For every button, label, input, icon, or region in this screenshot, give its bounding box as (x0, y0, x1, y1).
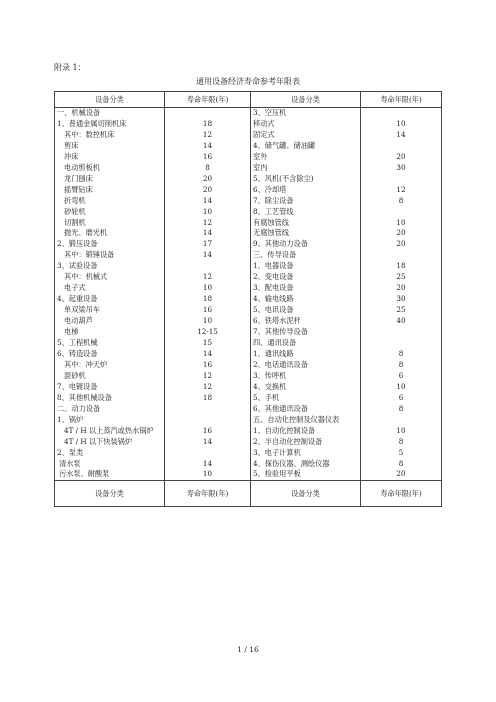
right-category-cell: 1、自动化控制设备 (251, 426, 361, 437)
right-years-cell: 30 (361, 163, 442, 174)
right-years-cell: 20 (361, 469, 442, 480)
table-row (55, 239, 442, 250)
left-years-cell: 20 (165, 174, 251, 185)
left-category-cell: 切割机 (55, 218, 165, 229)
left-category-cell: 污水泵、耐酸泵 (55, 469, 165, 480)
left-years-cell (165, 448, 251, 459)
left-years-cell (165, 404, 251, 415)
table-row (55, 294, 442, 305)
left-category-cell: 2、锻压设备 (55, 239, 165, 250)
table-row (55, 371, 442, 382)
left-category-cell: 一、机械设备 (55, 108, 165, 119)
right-years-cell: 25 (361, 272, 442, 283)
left-years-cell: 12 (165, 382, 251, 393)
right-category-cell: 1、通讯线路 (251, 349, 361, 360)
left-category-cell: 电动葫芦 (55, 316, 165, 327)
table-row (55, 130, 442, 141)
left-years-cell: 12 (165, 272, 251, 283)
table-row (55, 119, 442, 130)
left-category-cell: 摇臂钻床 (55, 185, 165, 196)
left-category-cell: 单双梁吊车 (55, 305, 165, 316)
left-years-cell: 14 (165, 228, 251, 239)
left-category-cell: 3、试验设备 (55, 261, 165, 272)
left-years-cell (165, 415, 251, 426)
right-category-cell: 3、空压机 (251, 108, 361, 119)
table-row (55, 272, 442, 283)
left-category-cell: 剪床 (55, 141, 165, 152)
right-category-cell: 5、风机(不含除尘) (251, 174, 361, 185)
left-category-cell: 其中：锻锤设备 (55, 250, 165, 261)
footer-years-left: 寿命年限(年) (165, 481, 251, 507)
table-row (55, 426, 442, 437)
right-category-cell: 3、传呼机 (251, 371, 361, 382)
left-years-cell: 16 (165, 305, 251, 316)
right-years-cell: 20 (361, 152, 442, 163)
right-category-cell: 三、传导设备 (251, 250, 361, 261)
right-category-cell: 4、探伤仪器、测绘仪器 (251, 459, 361, 470)
table-row (55, 338, 442, 349)
header-category-left: 设备分类 (55, 92, 165, 108)
left-years-cell: 14 (165, 459, 251, 470)
right-years-cell: 12 (361, 185, 442, 196)
table-row (55, 207, 442, 218)
left-category-cell: 6、铸造设备 (55, 349, 165, 360)
left-category-cell: 其中：机械式 (55, 272, 165, 283)
table-row (55, 261, 442, 272)
right-years-cell: 8 (361, 360, 442, 371)
left-category-cell: 其中：冲天炉 (55, 360, 165, 371)
left-years-cell: 12 (165, 218, 251, 229)
left-category-cell: 电子式 (55, 283, 165, 294)
header-years-left: 寿命年限(年) (165, 92, 251, 108)
right-category-cell: 1、电器设备 (251, 261, 361, 272)
right-years-cell: 40 (361, 316, 442, 327)
table-row (55, 218, 442, 229)
right-years-cell: 10 (361, 382, 442, 393)
right-category-cell: 7、其他传导设备 (251, 327, 361, 338)
right-category-cell: 2、电话通讯设备 (251, 360, 361, 371)
right-category-cell: 2、变电设备 (251, 272, 361, 283)
right-years-cell (361, 141, 442, 152)
header-years-right: 寿命年限(年) (361, 92, 442, 108)
right-years-cell: 8 (361, 196, 442, 207)
left-years-cell: 12 (165, 371, 251, 382)
left-category-cell: 清水泵 (55, 459, 165, 470)
left-category-cell: 1、锅炉 (55, 415, 165, 426)
right-category-cell: 6、冷却塔 (251, 185, 361, 196)
left-years-cell: 18 (165, 119, 251, 130)
right-years-cell: 5 (361, 448, 442, 459)
right-years-cell: 8 (361, 459, 442, 470)
left-category-cell: 7、电镀设备 (55, 382, 165, 393)
table-row (55, 360, 442, 371)
right-category-cell: 2、半自动化控制设备 (251, 437, 361, 448)
right-category-cell: 4、储气罐、储油罐 (251, 141, 361, 152)
left-years-cell: 10 (165, 207, 251, 218)
right-years-cell: 20 (361, 239, 442, 250)
table-row (55, 469, 442, 480)
table-row (55, 316, 442, 327)
table-body (55, 92, 442, 507)
left-years-cell: 12-15 (165, 327, 251, 338)
table-row (55, 250, 442, 261)
left-category-cell: 2、泵类 (55, 448, 165, 459)
left-years-cell: 17 (165, 239, 251, 250)
right-years-cell: 14 (361, 130, 442, 141)
right-category-cell: 5、检验用平板 (251, 469, 361, 480)
footer-category-left: 设备分类 (55, 481, 165, 507)
table-title: 通用设备经济寿命参考年限表 (196, 77, 300, 86)
right-years-cell (361, 250, 442, 261)
right-years-cell (361, 327, 442, 338)
left-years-cell: 12 (165, 130, 251, 141)
table-row (55, 437, 442, 448)
table-row (55, 196, 442, 207)
left-category-cell: 混砂机 (55, 371, 165, 382)
left-category-cell: 4T / H 以上蒸汽或热水锅炉 (55, 426, 165, 437)
right-years-cell: 8 (361, 437, 442, 448)
left-category-cell: 8、其他机械设备 (55, 393, 165, 404)
right-category-cell: 固定式 (251, 130, 361, 141)
right-years-cell: 8 (361, 349, 442, 360)
left-category-cell: 电动剪板机 (55, 163, 165, 174)
right-category-cell: 5、手机 (251, 393, 361, 404)
footer-category-right: 设备分类 (251, 481, 361, 507)
left-years-cell: 18 (165, 294, 251, 305)
right-years-cell: 20 (361, 228, 442, 239)
right-years-cell: 10 (361, 218, 442, 229)
right-years-cell: 8 (361, 404, 442, 415)
table-row (55, 108, 442, 119)
right-category-cell: 无腐蚀管线 (251, 228, 361, 239)
right-years-cell: 10 (361, 119, 442, 130)
table-row (55, 228, 442, 239)
table-row (55, 382, 442, 393)
left-years-cell: 16 (165, 426, 251, 437)
left-category-cell: 砂轮机 (55, 207, 165, 218)
appendix-label: 附录 1： (54, 63, 86, 72)
left-years-cell: 10 (165, 469, 251, 480)
footer-years-right: 寿命年限(年) (361, 481, 442, 507)
right-category-cell: 6、其他通讯设备 (251, 404, 361, 415)
right-category-cell: 室外 (251, 152, 361, 163)
table-row (55, 404, 442, 415)
right-category-cell: 3、电子计算机 (251, 448, 361, 459)
table-row (55, 349, 442, 360)
right-years-cell: 25 (361, 305, 442, 316)
left-years-cell: 18 (165, 393, 251, 404)
table-row (55, 185, 442, 196)
left-years-cell: 14 (165, 437, 251, 448)
left-category-cell: 5、工程机械 (55, 338, 165, 349)
left-category-cell: 4T / H 以下快装锅炉 (55, 437, 165, 448)
left-category-cell: 二、动力设备 (55, 404, 165, 415)
right-category-cell: 五、自动化控制及仪器仪表 (251, 415, 361, 426)
table-footer-row (55, 481, 442, 507)
table-row (55, 448, 442, 459)
left-category-cell: 电梯 (55, 327, 165, 338)
right-years-cell: 30 (361, 294, 442, 305)
right-category-cell: 3、配电设备 (251, 283, 361, 294)
left-category-cell: 折弯机 (55, 196, 165, 207)
right-years-cell: 10 (361, 426, 442, 437)
left-years-cell: 10 (165, 283, 251, 294)
left-category-cell: 龙门刨床 (55, 174, 165, 185)
header-category-right: 设备分类 (251, 92, 361, 108)
page-number: 1 / 16 (237, 645, 259, 654)
right-years-cell: 6 (361, 393, 442, 404)
left-years-cell (165, 261, 251, 272)
table-row (55, 174, 442, 185)
left-category-cell: 冲床 (55, 152, 165, 163)
right-category-cell: 5、电讯设备 (251, 305, 361, 316)
right-years-cell (361, 174, 442, 185)
right-years-cell (361, 207, 442, 218)
left-years-cell: 16 (165, 152, 251, 163)
right-category-cell: 4、输电线路 (251, 294, 361, 305)
table-row (55, 459, 442, 470)
table-row (55, 163, 442, 174)
left-years-cell: 15 (165, 338, 251, 349)
right-years-cell (361, 338, 442, 349)
table-row (55, 283, 442, 294)
table-row (55, 141, 442, 152)
left-years-cell (165, 108, 251, 119)
left-category-cell: 抛光、磨光机 (55, 228, 165, 239)
service-life-table (54, 91, 442, 507)
right-category-cell: 9、其他动力设备 (251, 239, 361, 250)
left-years-cell: 20 (165, 185, 251, 196)
table-row (55, 152, 442, 163)
left-category-cell: 4、起重设备 (55, 294, 165, 305)
left-category-cell: 1、普通金属切削机床 (55, 119, 165, 130)
table-row (55, 415, 442, 426)
right-years-cell (361, 108, 442, 119)
right-category-cell: 8、工艺管线 (251, 207, 361, 218)
right-category-cell: 6、铁塔水泥杆 (251, 316, 361, 327)
left-category-cell: 其中：数控机床 (55, 130, 165, 141)
right-category-cell: 四、通讯设备 (251, 338, 361, 349)
right-years-cell (361, 415, 442, 426)
table-row (55, 305, 442, 316)
left-years-cell: 14 (165, 349, 251, 360)
left-years-cell: 14 (165, 196, 251, 207)
left-years-cell: 14 (165, 250, 251, 261)
right-category-cell: 4、交换机 (251, 382, 361, 393)
right-years-cell: 18 (361, 261, 442, 272)
table-row (55, 393, 442, 404)
left-years-cell: 14 (165, 141, 251, 152)
table-header-row (55, 92, 442, 108)
right-years-cell: 20 (361, 283, 442, 294)
right-category-cell: 移动式 (251, 119, 361, 130)
right-category-cell: 有腐蚀管线 (251, 218, 361, 229)
left-years-cell: 8 (165, 163, 251, 174)
right-category-cell: 室内 (251, 163, 361, 174)
right-category-cell: 7、除尘设备 (251, 196, 361, 207)
right-years-cell: 6 (361, 371, 442, 382)
table-row (55, 327, 442, 338)
left-years-cell: 16 (165, 360, 251, 371)
left-years-cell: 10 (165, 316, 251, 327)
